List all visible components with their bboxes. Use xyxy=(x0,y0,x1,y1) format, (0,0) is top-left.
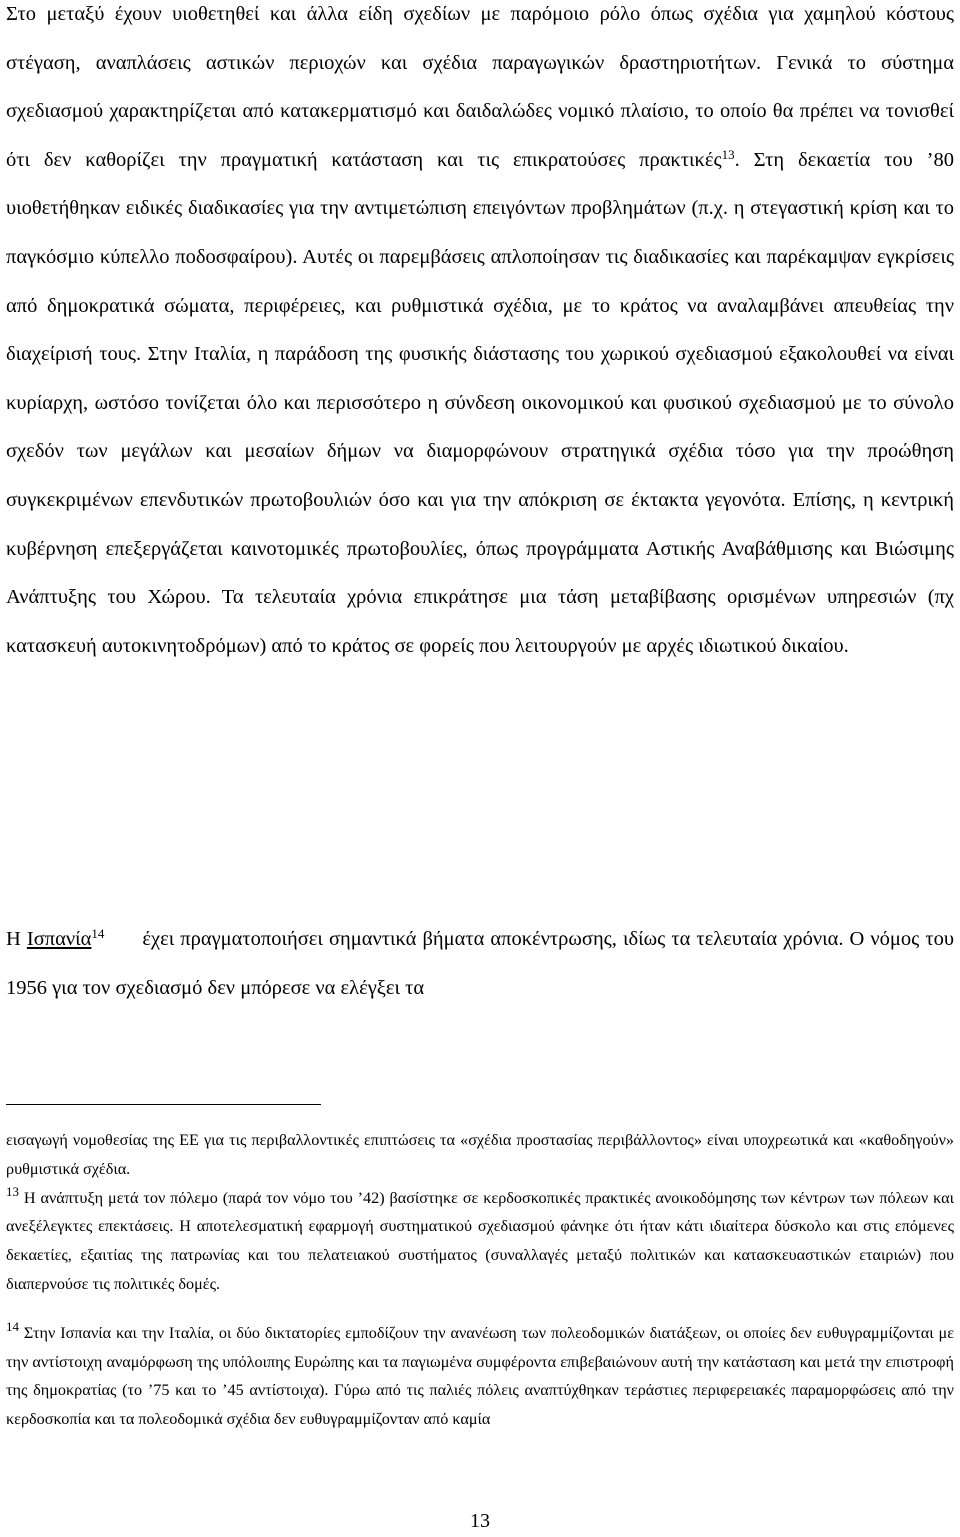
footnote-separator xyxy=(6,1104,321,1105)
paragraph-text: . Στη δεκαετία του ’80 υιοθετήθηκαν ειδικές διαδικασίες για την αντιμετώπιση επειγόντων προβλημάτων (π.χ. η στεγαστική κρίση και το παγκόσμιο κύπελλο ποδοσφαίρου). Αυτές οι παρεμβάσεις απλοποίησαν τις διαδικασίες και παρέκαμψαν εγκρίσεις από δημοκρατικά σώματα, περιφέρειες, και ρυθμιστικά σχέδια, με το κράτος να αναλαμβάνει απευθείας την διαχείρισή τους. Στην Ιταλία, η παράδοση της φυσικής διάστασης του χωρικού σχεδιασμού εξακολουθεί να είναι κυρίαρχη, ωστόσο τονίζεται όλο και περισσότερο η σύνδεση οικονομικού και φυσικού σχεδιασμού με το σύνολο σχεδόν των μεγάλων και μεσαίων δήμων να διαμορφώνουν στρατηγικά σχέδια τόσο για την προώθηση συγκεκριμένων επενδυτικών πρωτοβουλιών όσο και για την απόκριση σε έκτακτα γεγονότα. Επίσης, η κεντρική κυβέρνηση επεξεργάζεται καινοτομικές πρωτοβουλίες, όπως προγράμματα Αστικής Αναβάθμισης και Βιώσιμης Ανάπτυξης του Χώρου. Τα τελευταία χρόνια επικράτησε μια τάση μεταβίβασης ορισμένων υπηρεσιών (πχ κατασκευή αυτοκινητοδρόμων) από το κράτος σε φορείς που λειτουργούν με αρχές ιδιωτικού δικαίου. xyxy=(6,148,954,657)
paragraph-start: Η xyxy=(6,928,21,950)
paragraph-text: έχει πραγματοποιήσει σημαντικά βήματα αποκέντρωσης, ιδίως τα τελευταία χρόνια. Ο νόμος του 1956 για τον σχεδιασμό δεν μπόρεσε να ελέγξει τα xyxy=(6,928,954,999)
footnote-reference-13[interactable]: 13 xyxy=(721,146,735,162)
paragraph-text: Στο μεταξύ έχουν υιοθετηθεί και άλλα είδη σχεδίων με παρόμοιο ρόλο όπως σχέδια για χαμηλού κόστους στέγαση, αναπλάσεις αστικών περιοχών και σχέδια παραγωγικών δραστηριοτήτων. Γενικά το σύστημα σχεδιασμού χαρακτηρίζεται από κατακερματισμό και δαιδαλώδες νομικό πλαίσιο, το οποίο θα πρέπει να τονισθεί ότι δεν καθορίζει την πραγματική κατάσταση και τις επικρατούσες πρακτικές xyxy=(6,3,954,171)
footnote-14 xyxy=(6,1319,954,1434)
footnote-number: 13 xyxy=(6,1183,19,1199)
body-paragraph-2 xyxy=(6,915,954,1012)
body-paragraph-1 xyxy=(6,0,954,670)
footnote-reference-14[interactable]: 14 xyxy=(91,925,105,941)
footnote-continued: εισαγωγή νομοθεσίας της ΕΕ για τις περιβαλλοντικές επιπτώσεις τα «σχέδια προστασίας περιβάλλοντος» είναι υποχρεωτικά και «καθοδηγούν» ρυθμιστικά σχέδια. xyxy=(6,1131,954,1178)
page-number: 13 xyxy=(470,1510,490,1532)
footnote-number: 14 xyxy=(6,1318,19,1334)
footnote-text: Η ανάπτυξη μετά τον πόλεμο (παρά τον νόμο του ’42) βασίστηκε σε κερδοσκοπικές πρακτικές ανοικοδόμησης των κέντρων των πόλεων και ανεξέλεγκτες επεκτάσεις. Η αποτελεσματική εφαρμογή συστηματικού σχεδιασμού φάνηκε ότι ήταν κάτι ιδιαίτερα δύσκολο και στις επόμενες δεκαετίες, εξαιτίας της πατρωνίας και του πελατειακού συστήματος (συναλλαγές μεταξύ πολιτικών και κατασκευαστικών εταιριών) που διαπερνούσε τις πολιτικές δομές. xyxy=(6,1188,954,1293)
footnote-13 xyxy=(6,1184,954,1299)
footnote-text: Στην Ισπανία και την Ιταλία, οι δύο δικτατορίες εμποδίζουν την ανανέωση των πολεοδομικών διατάξεων, οι οποίες δεν ευθυγραμμίζονται με την αντίστοιχη αναμόρφωση της υπόλοιπης Ευρώπης και τα παγιωμένα συμφέροντα επιβεβαιώνουν αυτή την κατάσταση και μετά την επιστροφή της δημοκρατίας (το ’75 και το ’45 αντίστοιχα). Γύρω από τις παλιές πόλεις αναπτύχθηκαν τεράστιες περιφερειακές παραμορφώσεις από την κερδοσκοπία και τα πολεοδομικά σχέδια δεν ευθυγραμμίζονταν από καμία xyxy=(6,1323,954,1429)
document-page xyxy=(6,0,954,1537)
country-name-spain: Ισπανία xyxy=(26,928,92,950)
footnotes-section xyxy=(6,1126,954,1434)
